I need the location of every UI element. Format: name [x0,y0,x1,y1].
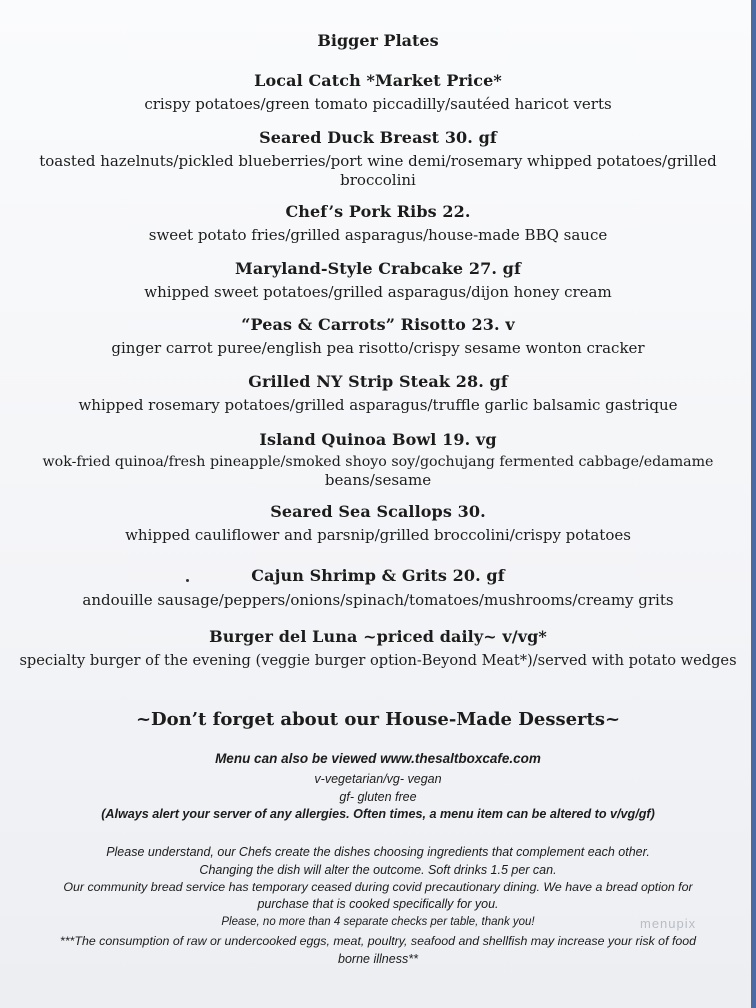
allergy-note: (Always alert your server of any allergies. Often times, a menu item can be altered to v/vg/gf) [101,807,655,821]
dish-description: broccolini [340,171,416,189]
bread-note: purchase that is cooked specifically for you. [257,897,499,911]
checks-note: Please, no more than 4 separate checks per table, thank you! [221,916,535,928]
dish-description: specialty burger of the evening (veggie burger option-Beyond Meat*)/served with potato wedges [19,652,737,669]
dish-description: andouille sausage/peppers/onions/spinach/tomatoes/mushrooms/creamy grits [82,591,674,609]
dish-name: Cajun Shrimp & Grits 20. gf [251,566,505,585]
dish-description: crispy potatoes/green tomato piccadilly/sautéed haricot verts [144,95,612,113]
dish-name: Maryland-Style Crabcake 27. gf [235,259,521,278]
dish-name: Chef’s Pork Ribs 22. [285,202,471,221]
website-line: Menu can also be viewed www.thesaltboxcafe.com [215,751,541,766]
watermark: menupix [640,916,697,931]
dish-name: Island Quinoa Bowl 19. vg [259,430,497,449]
legend-gluten-free: gf- gluten free [339,790,417,804]
dish-description: whipped sweet potatoes/grilled asparagus/dijon honey cream [144,283,612,301]
dish-description: sweet potato fries/grilled asparagus/house-made BBQ sauce [148,226,608,244]
dish-name: Seared Duck Breast 30. gf [259,128,497,147]
section-title: Bigger Plates [317,31,439,50]
dish-name: Burger del Luna ~priced daily~ v/vg* [209,627,547,646]
dish-description: beans/sesame [324,471,432,489]
chef-note: Changing the dish will alter the outcome. Soft drinks 1.5 per can. [199,863,557,877]
dish-name: Grilled NY Strip Steak 28. gf [248,372,508,391]
desserts-callout: ~Don’t forget about our House-Made Desserts~ [135,709,621,730]
chef-note: Please understand, our Chefs create the dishes choosing ingredients that complement each other. [106,845,650,859]
dish-name: Seared Sea Scallops 30. [270,502,486,521]
legend-vegetarian: v-vegetarian/vg- vegan [314,772,442,786]
dish-description: toasted hazelnuts/pickled blueberries/port wine demi/rosemary whipped potatoes/grilled [39,152,717,170]
food-warning: borne illness** [338,952,418,966]
dish-description: ginger carrot puree/english pea risotto/crispy sesame wonton cracker [111,339,645,357]
dish-name: “Peas & Carrots” Risotto 23. v [241,315,515,334]
stray-dot [186,579,189,582]
food-warning: ***The consumption of raw or undercooked eggs, meat, poultry, seafood and shellfish may increase your risk of food [59,934,697,948]
dish-description: whipped rosemary potatoes/grilled asparagus/truffle garlic balsamic gastrique [78,396,678,414]
dish-description: whipped cauliflower and parsnip/grilled broccolini/crispy potatoes [125,526,631,544]
dish-description: wok-fried quinoa/fresh pineapple/smoked shoyo soy/gochujang fermented cabbage/edamame [42,454,714,470]
bread-note: Our community bread service has temporary ceased during covid precautionary dining. We have a bread option for [63,880,693,894]
dish-name: Local Catch *Market Price* [254,71,502,90]
